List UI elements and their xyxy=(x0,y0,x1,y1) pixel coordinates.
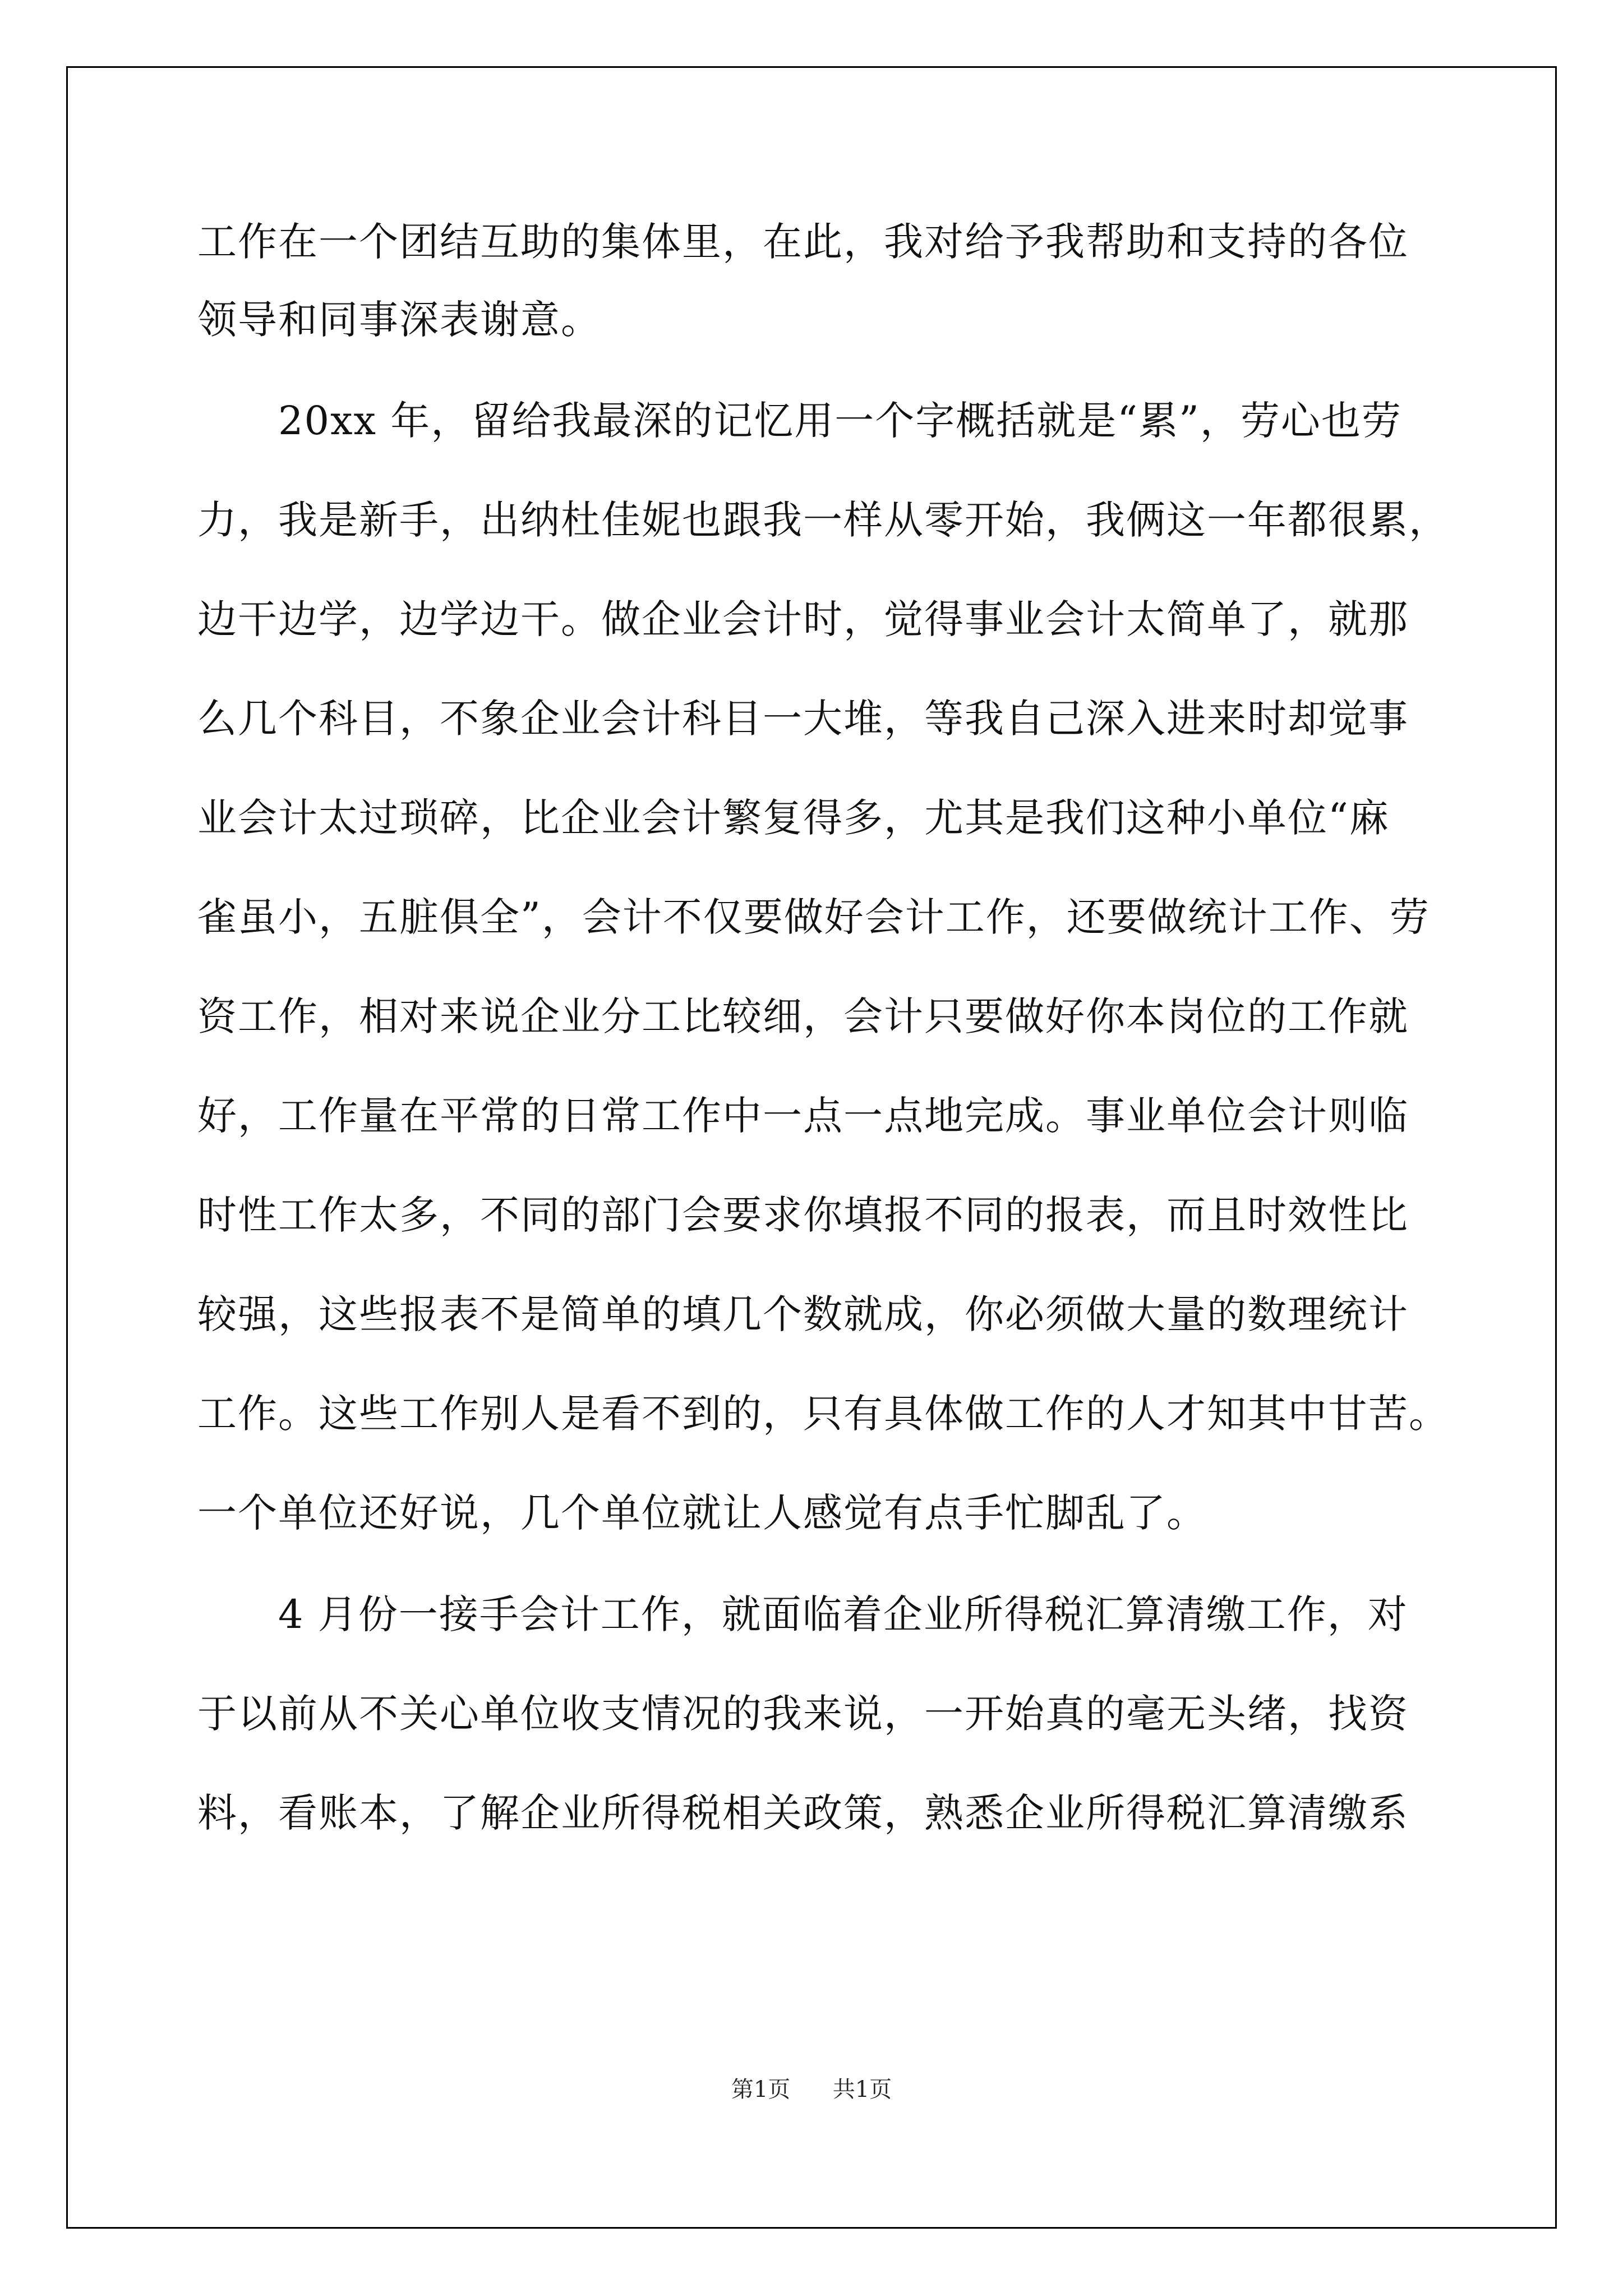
page-number: 第1页 xyxy=(731,2077,791,2102)
text-line: 一个单位还好说，几个单位就让人感觉有点手忙脚乱了。 xyxy=(197,1490,1207,1536)
text-line: 么几个科目，不象企业会计科目一大堆，等我自己深入进来时却觉事 xyxy=(197,696,1409,742)
text-line: 于以前从不关心单位收支情况的我来说，一开始真的毫无头绪，找资 xyxy=(197,1691,1409,1737)
text-line: 工作。这些工作别人是看不到的，只有具体做工作的人才知其中甘苦。 xyxy=(197,1391,1449,1437)
text-line: 料，看账本，了解企业所得税相关政策，熟悉企业所得税汇算清缴系 xyxy=(197,1790,1409,1836)
text-line: 20xx 年，留给我最深的记忆用一个字概括就是“累”，劳心也劳 xyxy=(197,398,1402,444)
text-line: 雀虽小，五脏俱全”，会计不仅要做好会计工作，还要做统计工作、劳 xyxy=(197,894,1430,940)
text-line: 好，工作量在平常的日常工作中一点一点地完成。事业单位会计则临 xyxy=(197,1093,1409,1139)
text-line: 工作在一个团结互助的集体里，在此，我对给予我帮助和支持的各位 xyxy=(197,219,1409,265)
page-total: 共1页 xyxy=(832,2077,892,2102)
text-line: 资工作，相对来说企业分工比较细，会计只要做好你本岗位的工作就 xyxy=(197,993,1409,1039)
page-border xyxy=(66,66,1557,2229)
page-footer xyxy=(0,2076,1623,2104)
text-line: 业会计太过琐碎，比企业会计繁复得多，尤其是我们这种小单位“麻 xyxy=(197,795,1390,841)
text-line: 力，我是新手，出纳杜佳妮也跟我一样从零开始，我俩这一年都很累， xyxy=(197,497,1449,543)
text-line: 领导和同事深表谢意。 xyxy=(197,297,601,343)
text-line: 时性工作太多，不同的部门会要求你填报不同的报表，而且时效性比 xyxy=(197,1192,1409,1238)
text-line: 4 月份一接手会计工作，就面临着企业所得税汇算清缴工作，对 xyxy=(197,1591,1408,1637)
text-line: 较强，这些报表不是简单的填几个数就成，你必须做大量的数理统计 xyxy=(197,1291,1409,1337)
text-line: 边干边学，边学边干。做企业会计时，觉得事业会计太简单了，就那 xyxy=(197,596,1409,642)
